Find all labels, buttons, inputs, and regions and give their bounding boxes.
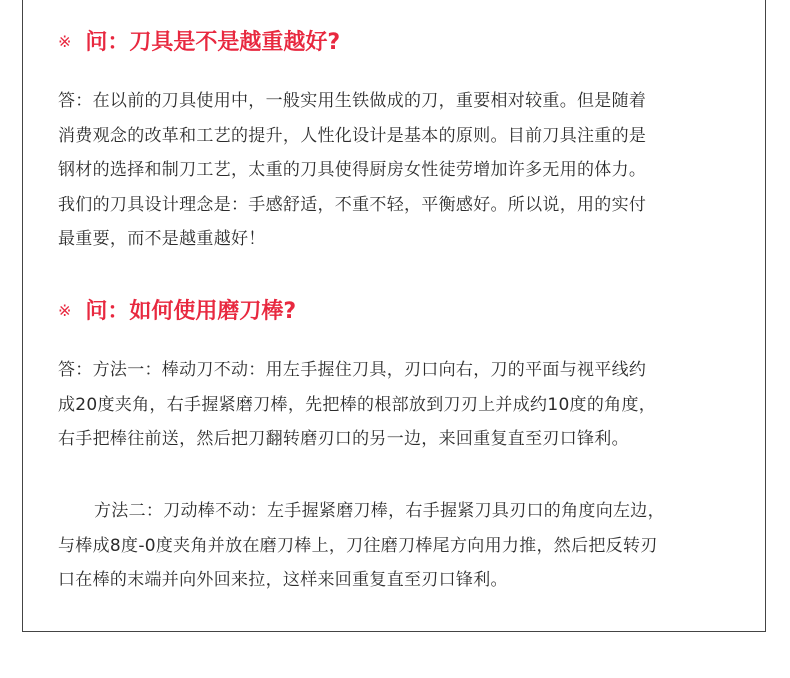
answer-line: 右手把棒往前送，然后把刀翻转磨刃口的另一边，来回重复直至刃口锋利。 (58, 429, 629, 449)
answer-line: 最重要，而不是越重越好！ (58, 229, 266, 249)
answer-paragraph-method-1 (58, 353, 744, 457)
answer-line: 答：在以前的刀具使用中，一般实用生铁做成的刀，重要相对较重。但是随着 (58, 91, 647, 111)
answer-line: 口在棒的末端并向外回来拉，这样来回重复直至刃口锋利。 (58, 570, 508, 590)
answer-line: 消费观念的改革和工艺的提升，人性化设计是基本的原则。目前刀具注重的是 (58, 125, 647, 146)
answer-paragraph-1 (58, 84, 744, 257)
question-text-1: 问：刀具是不是越重越好? (85, 30, 341, 55)
answer-line: 钢材的选择和制刀工艺，太重的刀具使得厨房女性徒劳增加许多无用的体力。 (58, 160, 647, 180)
question-heading-2 (58, 297, 296, 326)
answer-line: 我们的刀具设计理念是：手感舒适，不重不轻，平衡感好。所以说，用的实付 (58, 194, 647, 215)
reference-mark-icon: ※ (58, 32, 72, 51)
answer-line: 答：方法一：棒动刀不动：用左手握住刀具，刃口向右，刀的平面与视平线约 (58, 360, 647, 380)
answer-line: 与棒成8度-0度夹角并放在磨刀棒上，刀往磨刀棒尾方向用力推，然后把反转刃 (58, 535, 658, 556)
answer-line: 成20度夹角，右手握紧磨刀棒，先把棒的根部放到刀刃上并成约10度的角度， (58, 394, 657, 415)
answer-line: 方法二：刀动棒不动：左手握紧磨刀棒，右手握紧刀具刃口的角度向左边， (94, 501, 665, 521)
question-heading-1 (58, 28, 340, 57)
answer-paragraph-method-2 (58, 494, 744, 598)
reference-mark-icon: ※ (58, 301, 72, 320)
question-text-2: 问：如何使用磨刀棒? (85, 299, 297, 324)
